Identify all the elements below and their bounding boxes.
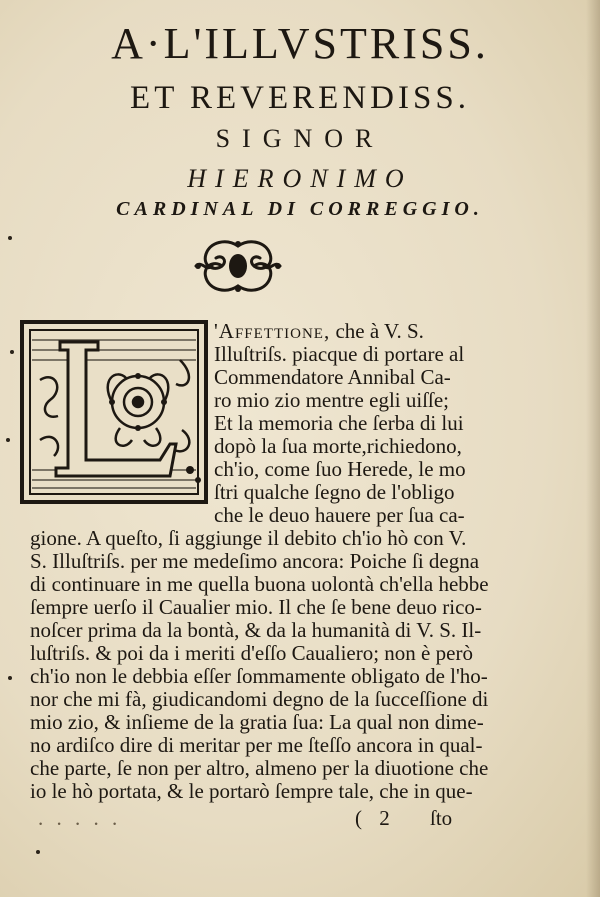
decorated-initial-l-woodcut [20,320,208,504]
ink-speck [8,236,12,240]
text-line-20: che parte, ſe non per altro, almeno per la diuotione che [30,756,489,780]
text-line-10: gione. A queſto, ſi aggiunge il debito ch'io hò con V. [30,526,467,550]
dedication-cardinal: CARDINAL DI CORREGGIO. [116,198,484,220]
dedication-title-line-3: SIGNOR [215,124,385,153]
text-line-19: no ardiſco dire di meritar per me ſteſſo ancora in qual- [30,733,483,757]
text-line-5: Et la memoria che ſerba di lui [214,411,464,435]
ink-speck [36,850,40,854]
text-line-3: Commendatore Annibal Ca- [214,365,451,389]
text-line-6: dopò la ſua morte,richiedono, [214,434,462,458]
catchword: ſto [430,806,453,830]
fleuron-ornament-icon [192,236,284,296]
text-line-1 [214,320,424,343]
ink-speck [10,350,14,354]
text-line-8: ſtri qualche ſegno de l'obligo [214,480,455,504]
text-line-4: ro mio zio mentre egli uiſſe; [214,388,450,412]
signature-mark: ( 2 [355,806,396,830]
dedication-title-line-1: A·L'ILLVSTRISS. [111,19,489,68]
text-line-17: nor che mi fà, giudicandomi degno de la ſucceſſione di [30,687,489,711]
text-line-7: ch'io, come ſuo Herede, le mo [214,457,466,481]
text-line-14: noſcer prima da la bontà, & da la humanità di V. S. Il- [30,618,482,642]
footer-dots: . . . . . [38,806,122,830]
text-line-1-rest: che à V. S. [330,319,424,343]
opening-small-caps: 'Affettione, [214,319,331,343]
text-line-15: luſtriſs. & poi da i meriti d'eſſo Caualiero; non è però [30,641,473,665]
text-line-18: mio zio, & inſieme de la gratia ſua: La qual non dime- [30,710,484,734]
ink-speck [6,438,10,442]
text-line-16: ch'io non le debbia eſſer ſommamente obligato de l'ho- [30,664,488,688]
text-line-11: S. Illuſtriſs. per me medeſimo ancora: Poiche ſi degna [30,549,480,573]
dedication-name: HIERONIMO [187,164,413,193]
dedication-title-line-2: ET REVERENDISS. [130,80,470,116]
text-line-9: che le deuo hauere per ſua ca- [214,503,465,527]
text-line-12: di continuare in me quella buona uolontà ch'ella hebbe [30,572,489,596]
text-line-21: io le hò portata, & le portarò ſempre tale, che in que- [30,779,473,803]
text-line-2: Illuſtriſs. piacque di portare al [214,342,465,366]
ink-speck [8,676,12,680]
text-line-13: ſempre uerſo il Caualier mio. Il che ſe bene deuo rico- [30,595,482,619]
